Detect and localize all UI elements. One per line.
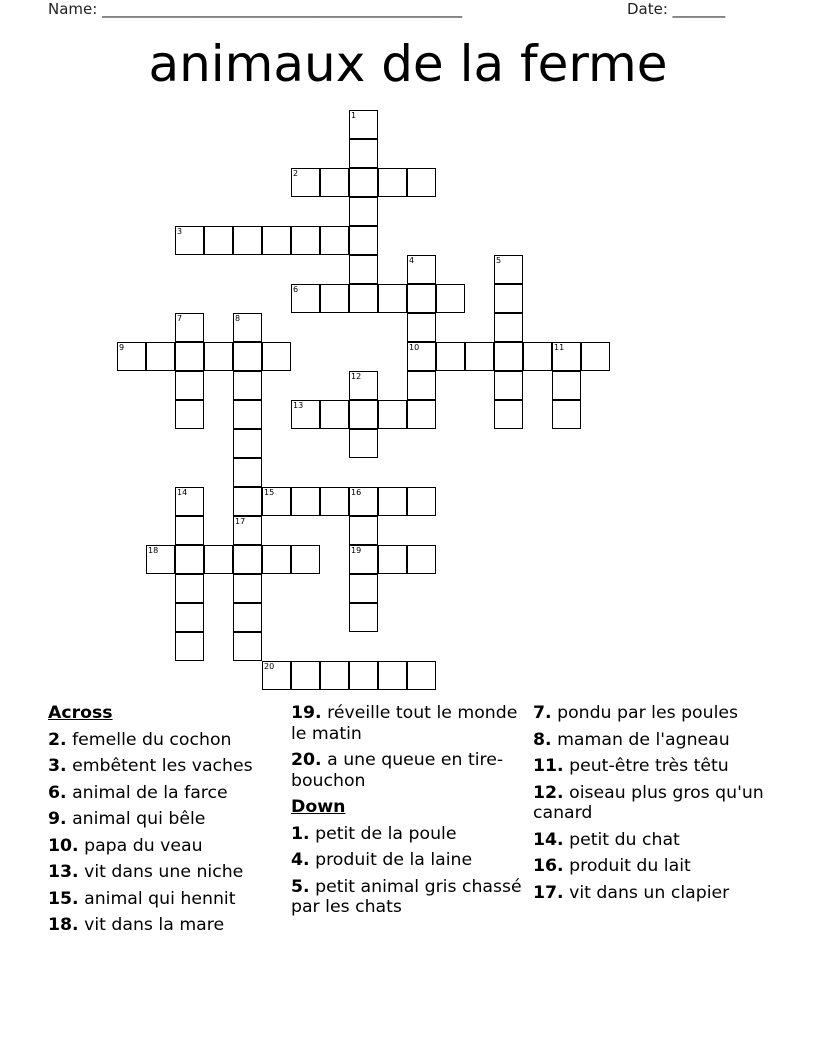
grid-cell[interactable] <box>291 284 320 313</box>
puzzle-title: animaux de la ferme <box>148 35 668 93</box>
grid-cell[interactable] <box>175 371 204 400</box>
grid-cell[interactable] <box>320 661 349 690</box>
grid-cell[interactable] <box>436 342 465 371</box>
down-clue: 4. produit de la laine <box>291 850 473 870</box>
grid-cell[interactable] <box>494 313 523 342</box>
grid-cell[interactable] <box>291 487 320 516</box>
clue-number: 10 <box>409 343 420 352</box>
across-clue: 3. embêtent les vaches <box>48 756 253 776</box>
grid-cell[interactable] <box>233 632 262 661</box>
grid-cell[interactable] <box>233 516 262 545</box>
grid-cell[interactable] <box>494 284 523 313</box>
across-clue: 9. animal qui bêle <box>48 809 206 829</box>
grid-cell[interactable] <box>407 400 436 429</box>
grid-cell[interactable] <box>233 400 262 429</box>
grid-cell[interactable] <box>291 400 320 429</box>
down-clue: 11. peut-être très têtu <box>533 756 729 776</box>
grid-cell[interactable] <box>233 342 262 371</box>
clue-number: 1 <box>351 111 357 120</box>
grid-cell[interactable] <box>407 661 436 690</box>
clue-number: 11 <box>554 343 565 352</box>
grid-cell[interactable] <box>523 342 552 371</box>
grid-cell[interactable] <box>320 284 349 313</box>
clue-number: 5 <box>496 256 502 265</box>
across-clue: 19. réveille tout le monde le matin <box>291 703 518 744</box>
across-clue: 15. animal qui hennit <box>48 888 236 909</box>
clue-number: 3 <box>177 227 183 236</box>
grid-cell[interactable] <box>175 603 204 632</box>
grid-cell[interactable] <box>233 429 262 458</box>
grid-cell[interactable] <box>146 545 175 574</box>
grid-cell[interactable] <box>349 168 378 197</box>
grid-cell[interactable] <box>175 487 204 516</box>
grid-cell[interactable] <box>407 545 436 574</box>
grid-cell[interactable] <box>494 371 523 400</box>
grid-cell[interactable] <box>494 400 523 429</box>
clue-number: 15 <box>264 488 275 497</box>
grid-cell[interactable] <box>291 168 320 197</box>
grid-cell[interactable] <box>320 487 349 516</box>
clue-number: 16 <box>351 488 362 497</box>
grid-cell[interactable] <box>581 342 610 371</box>
grid-cell[interactable] <box>407 313 436 342</box>
grid-cell[interactable] <box>291 545 320 574</box>
across-clue: 10. papa du veau <box>48 835 203 856</box>
down-clue: 7. pondu par les poules <box>533 703 739 723</box>
grid-cell[interactable] <box>349 284 378 313</box>
grid-cell[interactable] <box>349 661 378 690</box>
grid-cell[interactable] <box>494 255 523 284</box>
grid-cell[interactable] <box>233 603 262 632</box>
clue-number: 14 <box>177 488 188 497</box>
across-clue: 6. animal de la farce <box>48 782 228 803</box>
grid-cell[interactable] <box>320 226 349 255</box>
grid-cell[interactable] <box>349 603 378 632</box>
grid-cell[interactable] <box>262 545 291 574</box>
grid-cell[interactable] <box>175 342 204 371</box>
grid-cell[interactable] <box>349 487 378 516</box>
down-clue: 14. petit du chat <box>533 829 680 850</box>
grid-cell[interactable] <box>552 342 581 371</box>
grid-cell[interactable] <box>349 226 378 255</box>
grid-cell[interactable] <box>320 400 349 429</box>
clue-number: 12 <box>351 372 362 381</box>
grid-cell[interactable] <box>349 516 378 545</box>
across-clue: 2. femelle du cochon <box>48 729 232 750</box>
grid-cell[interactable] <box>233 226 262 255</box>
grid-cell[interactable] <box>175 226 204 255</box>
grid-cell[interactable] <box>291 226 320 255</box>
grid-cell[interactable] <box>204 342 233 371</box>
clues-column-1 <box>48 703 283 942</box>
clue-number: 6 <box>293 285 299 294</box>
down-clue: 16. produit du lait <box>533 856 691 876</box>
grid-cell[interactable] <box>378 487 407 516</box>
grid-cell[interactable] <box>407 371 436 400</box>
grid-cell[interactable] <box>233 545 262 574</box>
clue-number: 7 <box>177 314 183 323</box>
grid-cell[interactable] <box>407 487 436 516</box>
grid-cell[interactable] <box>349 255 378 284</box>
clue-number: 2 <box>293 169 299 178</box>
grid-cell[interactable] <box>117 342 146 371</box>
grid-cell[interactable] <box>349 545 378 574</box>
grid-cell[interactable] <box>349 371 378 400</box>
grid-cell[interactable] <box>204 545 233 574</box>
clue-number: 17 <box>235 517 246 526</box>
across-clue: 13. vit dans une niche <box>48 862 244 882</box>
grid-cell[interactable] <box>465 342 494 371</box>
grid-cell[interactable] <box>175 574 204 603</box>
grid-cell[interactable] <box>233 458 262 487</box>
grid-cell[interactable] <box>291 661 320 690</box>
grid-cell[interactable] <box>349 110 378 139</box>
across-heading: Across <box>48 703 113 723</box>
grid-cell[interactable] <box>175 313 204 342</box>
across-clue: 20. a une queue en tire-bouchon <box>291 750 504 791</box>
grid-cell[interactable] <box>175 516 204 545</box>
grid-cell[interactable] <box>349 197 378 226</box>
clue-number: 8 <box>235 314 241 323</box>
grid-cell[interactable] <box>552 400 581 429</box>
grid-cell[interactable] <box>378 168 407 197</box>
clue-number: 20 <box>264 662 275 671</box>
grid-cell[interactable] <box>552 371 581 400</box>
down-clue: 8. maman de l'agneau <box>533 729 730 750</box>
down-clue: 17. vit dans un clapier <box>533 882 730 903</box>
grid-cell[interactable] <box>378 545 407 574</box>
grid-cell[interactable] <box>204 226 233 255</box>
grid-cell[interactable] <box>262 342 291 371</box>
grid-cell[interactable] <box>378 284 407 313</box>
date-field-label: Date: _______ <box>627 0 726 18</box>
grid-cell[interactable] <box>349 429 378 458</box>
grid-cell[interactable] <box>233 371 262 400</box>
grid-cell[interactable] <box>175 632 204 661</box>
clues-column-2 <box>291 703 523 924</box>
grid-cell[interactable] <box>494 342 523 371</box>
clue-number: 9 <box>119 343 125 352</box>
grid-cell[interactable] <box>349 139 378 168</box>
grid-cell[interactable] <box>349 574 378 603</box>
down-clue: 5. petit animal gris chassé par les chats <box>291 876 522 917</box>
grid-cell[interactable] <box>407 284 436 313</box>
grid-cell[interactable] <box>407 342 436 371</box>
clue-number: 19 <box>351 546 362 555</box>
clue-number: 13 <box>293 401 304 410</box>
name-field-label: Name: ________________________________________________ <box>48 0 463 18</box>
grid-cell[interactable] <box>175 545 204 574</box>
grid-cell[interactable] <box>378 661 407 690</box>
clues-column-3 <box>533 703 773 909</box>
grid-cell[interactable] <box>349 400 378 429</box>
grid-cell[interactable] <box>262 226 291 255</box>
grid-cell[interactable] <box>320 168 349 197</box>
clue-number: 18 <box>148 546 159 555</box>
grid-cell[interactable] <box>233 574 262 603</box>
grid-cell[interactable] <box>146 342 175 371</box>
down-clue: 1. petit de la poule <box>291 823 457 844</box>
grid-cell[interactable] <box>378 400 407 429</box>
grid-cell[interactable] <box>262 661 291 690</box>
grid-cell[interactable] <box>407 255 436 284</box>
grid-cell[interactable] <box>233 313 262 342</box>
down-heading: Down <box>291 797 346 817</box>
clue-number: 4 <box>409 256 415 265</box>
down-clue: 12. oiseau plus gros qu'un canard <box>533 782 764 823</box>
grid-cell[interactable] <box>262 487 291 516</box>
grid-cell[interactable] <box>407 168 436 197</box>
grid-cell[interactable] <box>436 284 465 313</box>
across-clue: 18. vit dans la mare <box>48 915 225 935</box>
grid-cell[interactable] <box>175 400 204 429</box>
grid-cell[interactable] <box>233 487 262 516</box>
